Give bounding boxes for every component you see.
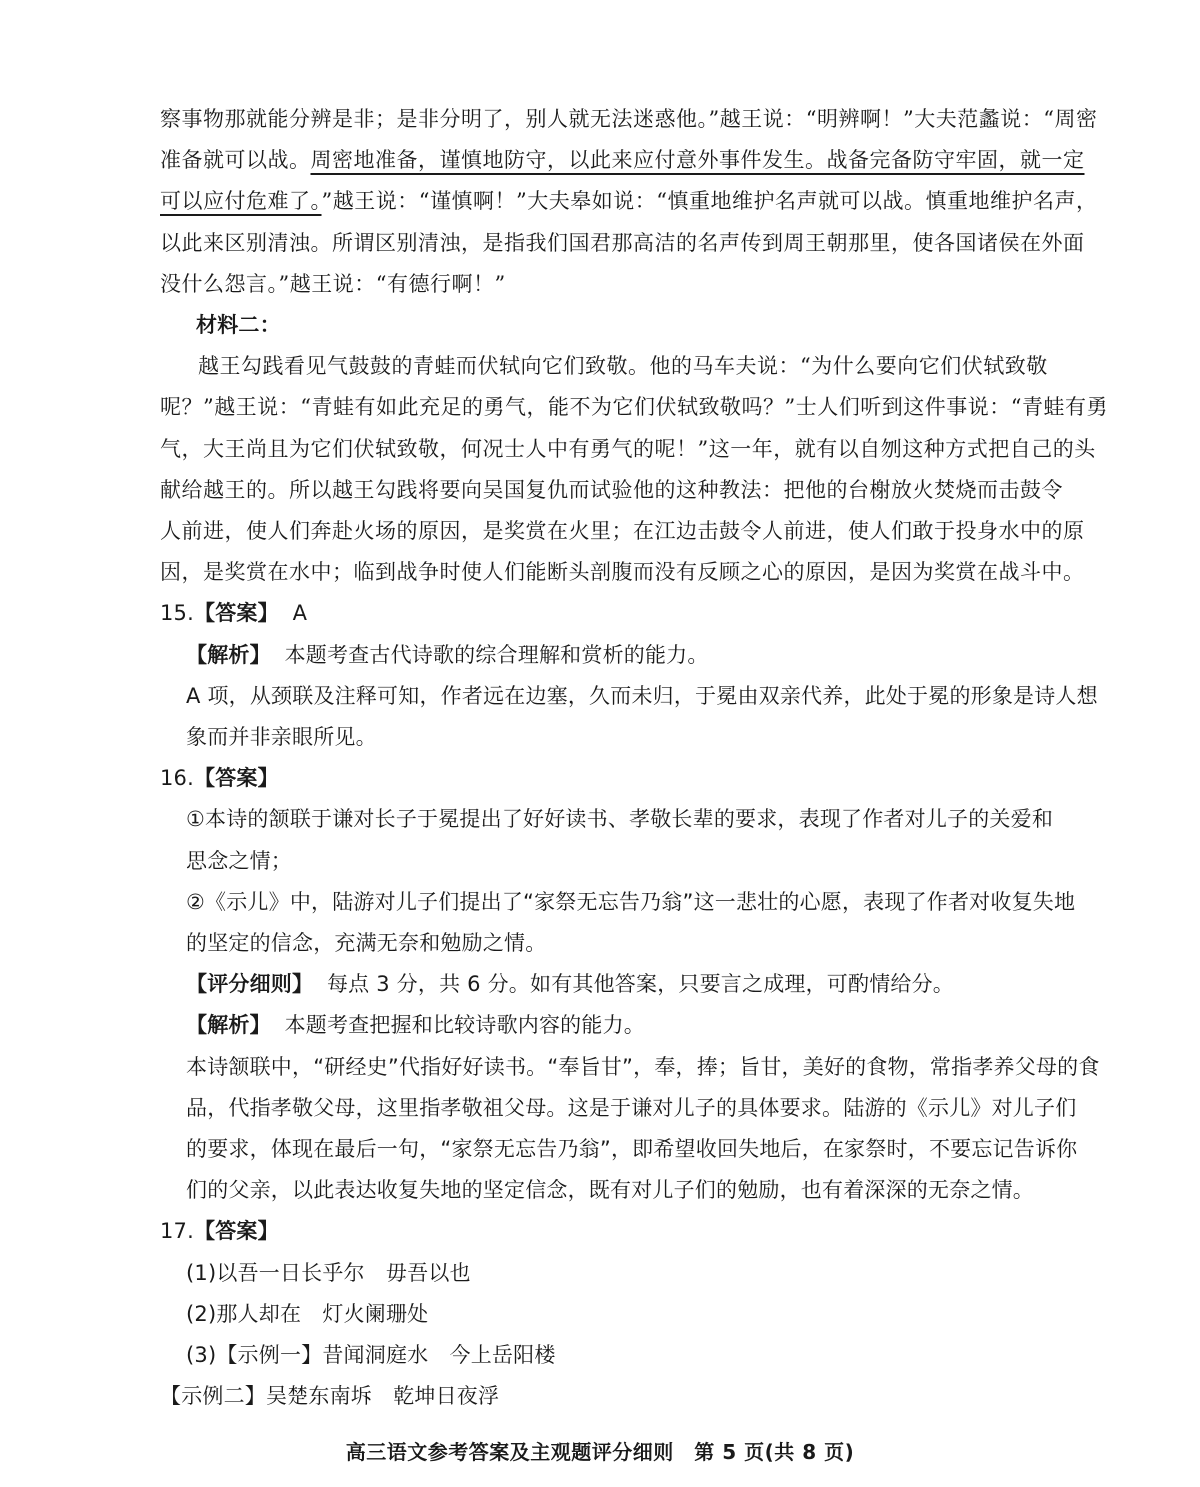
q16-point-1-line-2: 思念之情； — [186, 848, 292, 873]
material1-line-2-plain: 准备就可以战。 — [160, 148, 311, 173]
q16-analysis: 本题考查把握和比较诗歌内容的能力。 — [284, 1013, 645, 1038]
q16-answer-label: 【答案】 — [194, 766, 279, 791]
q16-analysis-line-3: 的要求，体现在最后一句，“家祭无忘告乃翁”，即希望收回失地后，在家祭时，不要忘记告诉你 — [186, 1137, 1078, 1161]
q16-point-1-line-1: ①本诗的颔联于谦对长子于冕提出了好好读书、孝敬长辈的要求，表现了作者对儿子的关爱和 — [186, 807, 1054, 832]
material1-line-1: 察事物那就能分辨是非；是非分明了，别人就无法迷惑他。”越王说：“明辨啊！”大夫范蠡说：“周密 — [160, 107, 1098, 131]
material2-line-4: 献给越王的。所以越王勾践将要向吴国复仇而试验他的这种教法：把他的台榭放火焚烧而击鼓令 — [160, 477, 1063, 502]
q16-analysis-line-2: 品，代指孝敬父母，这里指孝敬祖父母。这是于谦对儿子的具体要求。陆游的《示儿》对儿子们 — [186, 1095, 1077, 1120]
q17-item-3: (3)【示例一】昔闻洞庭水 今上岳阳楼 — [186, 1343, 556, 1367]
material2-line-6: 因，是奖赏在水中；临到战争时使人们能断头剖腹而没有反顾之心的原因，是因为奖赏在战斗中。 — [160, 560, 1085, 585]
q17-item-1: (1)以吾一日长乎尔 毋吾以也 — [186, 1260, 471, 1285]
q17-answer-label: 【答案】 — [194, 1219, 279, 1244]
q17-item-4: 【示例二】吴楚东南坼 乾坤日夜浮 — [160, 1384, 500, 1409]
q16-analysis-row — [186, 1010, 645, 1040]
q15-analysis: 本题考查古代诗歌的综合理解和赏析的能力。 — [284, 642, 709, 667]
q16-scoring: 每点 3 分，共 6 分。如有其他答案，只要言之成理，可酌情给分。 — [326, 972, 954, 997]
material2-heading: 材料二： — [196, 313, 281, 337]
q17-item-2: (2)那人却在 灯火阑珊处 — [186, 1301, 429, 1326]
material2-line-5: 人前进，使人们奔赴火场的原因，是奖赏在火里；在江边击鼓令人前进，使人们敢于投身水中的原 — [160, 519, 1085, 543]
q16-analysis-line-1: 本诗颔联中，“研经史”代指好好读书。“奉旨甘”，奉，捧；旨甘，美好的食物，常指孝养父母的食 — [186, 1054, 1100, 1079]
q16-analysis-label: 【解析】 — [186, 1013, 271, 1038]
q15-analysis-row — [186, 640, 709, 670]
q16-answer-row — [160, 763, 279, 793]
material1-line-4: 以此来区别清浊。所谓区别清浊，是指我们国君那高洁的名声传到周王朝那里，使各国诸侯在外面 — [160, 230, 1085, 255]
material1-line-2 — [160, 145, 1085, 175]
material2-line-3: 气，大王尚且为它们伏轼致敬，何况士人中有勇气的呢！”这一年，就有以自刎这种方式把自己的头 — [160, 436, 1096, 461]
q16-number: 16. — [160, 766, 194, 791]
q15-answer-label: 【答案】 — [194, 601, 279, 626]
page-footer: 高三语文参考答案及主观题评分细则 第 5 页(共 8 页) — [345, 1440, 855, 1465]
q15-number: 15. — [160, 601, 194, 626]
material1-line-3 — [160, 186, 1097, 216]
material2-line-1: 越王勾践看见气鼓鼓的青蛙而伏轼向它们致敬。他的马车夫说：“为什么要向它们伏轼致敬 — [198, 354, 1048, 379]
q16-point-2-line-1: ②《示儿》中，陆游对儿子们提出了“家祭无忘告乃翁”这一悲壮的心愿，表现了作者对收复失地 — [186, 889, 1076, 914]
q15-answer: A — [292, 601, 308, 626]
q16-analysis-line-4: 们的父亲，以此表达收复失地的坚定信念，既有对儿子们的勉励，也有着深深的无奈之情。 — [186, 1178, 1034, 1203]
material1-line-3-plain: ”越王说：“谨慎啊！”大夫皋如说：“慎重地维护名声就可以战。慎重地维护名声， — [321, 189, 1098, 214]
q17-number: 17. — [160, 1219, 194, 1244]
material1-underlined-text: 周密地准备，谨慎地防守，以此来应付意外事件发生。战备完备防守牢固，就一定 — [310, 148, 1085, 173]
q15-answer-row — [160, 598, 307, 628]
material1-line-5: 没什么怨言。”越王说：“有德行啊！” — [160, 271, 506, 296]
q16-scoring-label: 【评分细则】 — [186, 972, 314, 997]
q17-answer-row — [160, 1216, 279, 1246]
q15-analysis-line-1: A 项，从颈联及注释可知，作者远在边塞，久而未归，于冕由双亲代养，此处于冕的形象是诗人想 — [186, 683, 1098, 708]
material2-line-2: 呢？”越王说：“青蛙有如此充足的勇气，能不为它们伏轼致敬吗？”士人们听到这件事说：“青蛙有勇 — [160, 395, 1108, 420]
material1-underlined-text-end: 可以应付危难了。 — [160, 189, 322, 214]
q16-scoring-row — [186, 969, 954, 999]
q15-analysis-label: 【解析】 — [186, 642, 271, 667]
q16-point-2-line-2: 的坚定的信念，充满无奈和勉励之情。 — [186, 931, 547, 955]
q15-analysis-line-2: 象而并非亲眼所见。 — [186, 725, 377, 749]
